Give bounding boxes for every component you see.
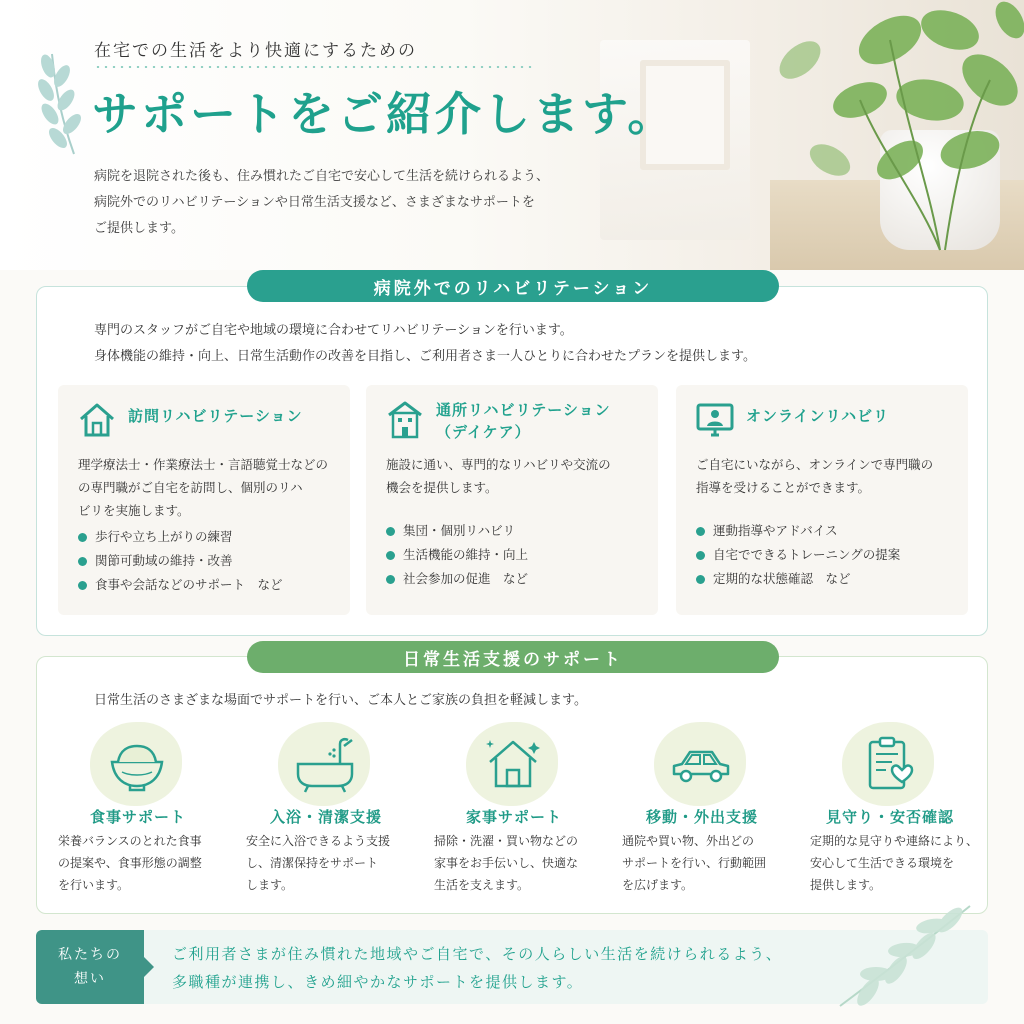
support-title: 移動・外出支援	[645, 808, 758, 826]
message-text-line: ご利用者さまが住み慣れた地域やご自宅で、その人らしい生活を続けられるよう、	[172, 945, 783, 963]
support-description-line: 提供します。	[810, 878, 882, 892]
monitor-icon	[694, 399, 736, 441]
leaf-decoration-icon	[34, 46, 88, 156]
card-description	[386, 453, 648, 499]
card-bullet-list	[386, 519, 528, 591]
rehab-card-home-visit	[58, 385, 350, 615]
support-title: 家事サポート	[465, 808, 562, 826]
list-item: 社会参加の促進 など	[386, 567, 528, 591]
support-description	[434, 830, 604, 896]
card-title	[746, 405, 889, 427]
list-item: 集団・個別リハビリ	[386, 519, 528, 543]
daily-support-heading: 日常生活支援のサポート	[247, 641, 779, 673]
card-title-line: （デイケア）	[436, 423, 531, 441]
card-description-line: 指導を受けることができます。	[696, 480, 871, 495]
support-title: 見守り・安否確認	[825, 808, 954, 826]
support-title: 入浴・清潔支援	[269, 808, 382, 826]
support-description-line: 安全に入浴できるよう支援	[246, 834, 391, 848]
card-title-line: 通所リハビリテーション	[436, 401, 611, 419]
hero-description-line: 病院を退院された後も、住み慣れたご自宅で安心して生活を続けられるよう、	[94, 169, 550, 184]
card-description-line: ご自宅にいながら、オンラインで専門職の	[696, 457, 934, 472]
message-text	[172, 940, 782, 996]
support-description-line: 栄養バランスのとれた食事	[58, 834, 202, 848]
card-title	[128, 405, 303, 427]
support-description-line: 生活を支えます。	[434, 878, 530, 892]
card-bullet-list	[696, 519, 900, 591]
rehab-intro-line: 身体機能の維持・向上、日常生活動作の改善を目指し、ご利用者さま一人ひとりに合わせたプランを提供します。	[94, 349, 756, 364]
support-description	[810, 830, 980, 896]
card-description-line: 機会を提供します。	[386, 480, 498, 495]
support-description-line: し、清潔保持をサポート	[246, 856, 379, 870]
list-item: 運動指導やアドバイス	[696, 519, 900, 543]
card-description-line: 理学療法士・作業療法士・言語聴覚士などの	[78, 457, 329, 472]
daily-support-intro-line: 日常生活のさまざまな場面でサポートを行い、ご本人とご家族の負担を軽減します。	[94, 693, 587, 708]
home-icon	[76, 399, 118, 441]
plant-image	[740, 0, 1024, 270]
clipboard-heart-icon	[858, 734, 920, 794]
bathtub-icon	[294, 734, 356, 794]
rice-bowl-icon	[106, 734, 168, 794]
list-item: 自宅でできるトレーニングの提案	[696, 543, 900, 567]
list-item: 関節可動域の維持・改善	[78, 549, 283, 573]
support-description-line: 通院や買い物、外出どの	[622, 834, 755, 848]
hero-description-line: 病院外でのリハビリテーションや日常生活支援など、さまざまなサポートを	[94, 195, 535, 210]
message-text-line: 多職種が連携し、きめ細やかなサポートを提供します。	[172, 973, 584, 991]
card-description-line: の専門職がご自宅を訪問し、個別のリハ	[78, 480, 303, 495]
support-description	[58, 830, 228, 896]
rehab-intro	[94, 318, 756, 370]
hero-description-line: ご提供します。	[94, 221, 184, 236]
message-label	[36, 930, 144, 1004]
support-description-line: 掃除・洗濯・買い物などの	[434, 834, 579, 848]
card-title-line: 訪問リハビリテーション	[128, 407, 303, 425]
rehab-card-day-care	[366, 385, 658, 615]
card-description-line: 施設に通い、専門的なリハビリや交流の	[386, 457, 611, 472]
leaf-decoration-icon	[820, 896, 980, 1016]
support-description-line: を広げます。	[622, 878, 694, 892]
rehab-card-online	[676, 385, 968, 615]
message-label-line: 想い	[74, 971, 106, 987]
hero-description	[94, 164, 654, 242]
rehab-section-heading: 病院外でのリハビリテーション	[247, 270, 779, 302]
hero-banner	[0, 0, 1024, 270]
card-description	[78, 453, 340, 522]
list-item: 歩行や立ち上がりの練習	[78, 525, 283, 549]
list-item: 食事や会話などのサポート など	[78, 573, 283, 597]
list-item: 生活機能の維持・向上	[386, 543, 528, 567]
support-description-line: 安心して生活できる環境を	[810, 856, 955, 870]
label-arrow	[144, 957, 154, 977]
dotted-divider	[94, 66, 534, 68]
car-icon	[670, 734, 732, 794]
support-title: 食事サポート	[89, 808, 186, 826]
list-item: 定期的な状態確認 など	[696, 567, 900, 591]
facility-icon	[384, 399, 426, 441]
support-description-line: を行います。	[58, 878, 130, 892]
card-description-line: ビリを実施します。	[78, 503, 190, 518]
support-description-line: します。	[246, 878, 294, 892]
support-description-line: サポートを行い、行動範囲	[622, 856, 767, 870]
daily-support-intro	[94, 688, 587, 714]
support-description	[246, 830, 416, 896]
card-title	[436, 399, 611, 443]
page-title: サポートをご紹介します。	[92, 87, 677, 141]
support-description-line: 家事をお手伝いし、快適な	[434, 856, 579, 870]
card-title-line: オンラインリハビリ	[746, 407, 890, 425]
hero-subtitle: 在宅での生活をより快適にするための	[94, 41, 417, 61]
card-bullet-list	[78, 525, 283, 597]
card-description	[696, 453, 958, 499]
message-label-line: 私たちの	[58, 947, 122, 963]
support-description	[622, 830, 792, 896]
support-description-line: の提案や、食事形態の調整	[58, 856, 202, 870]
rehab-intro-line: 専門のスタッフがご自宅や地域の環境に合わせてリハビリテーションを行います。	[94, 323, 573, 338]
house-clean-icon	[482, 734, 544, 794]
support-description-line: 定期的な見守りや連絡により、	[810, 834, 979, 848]
